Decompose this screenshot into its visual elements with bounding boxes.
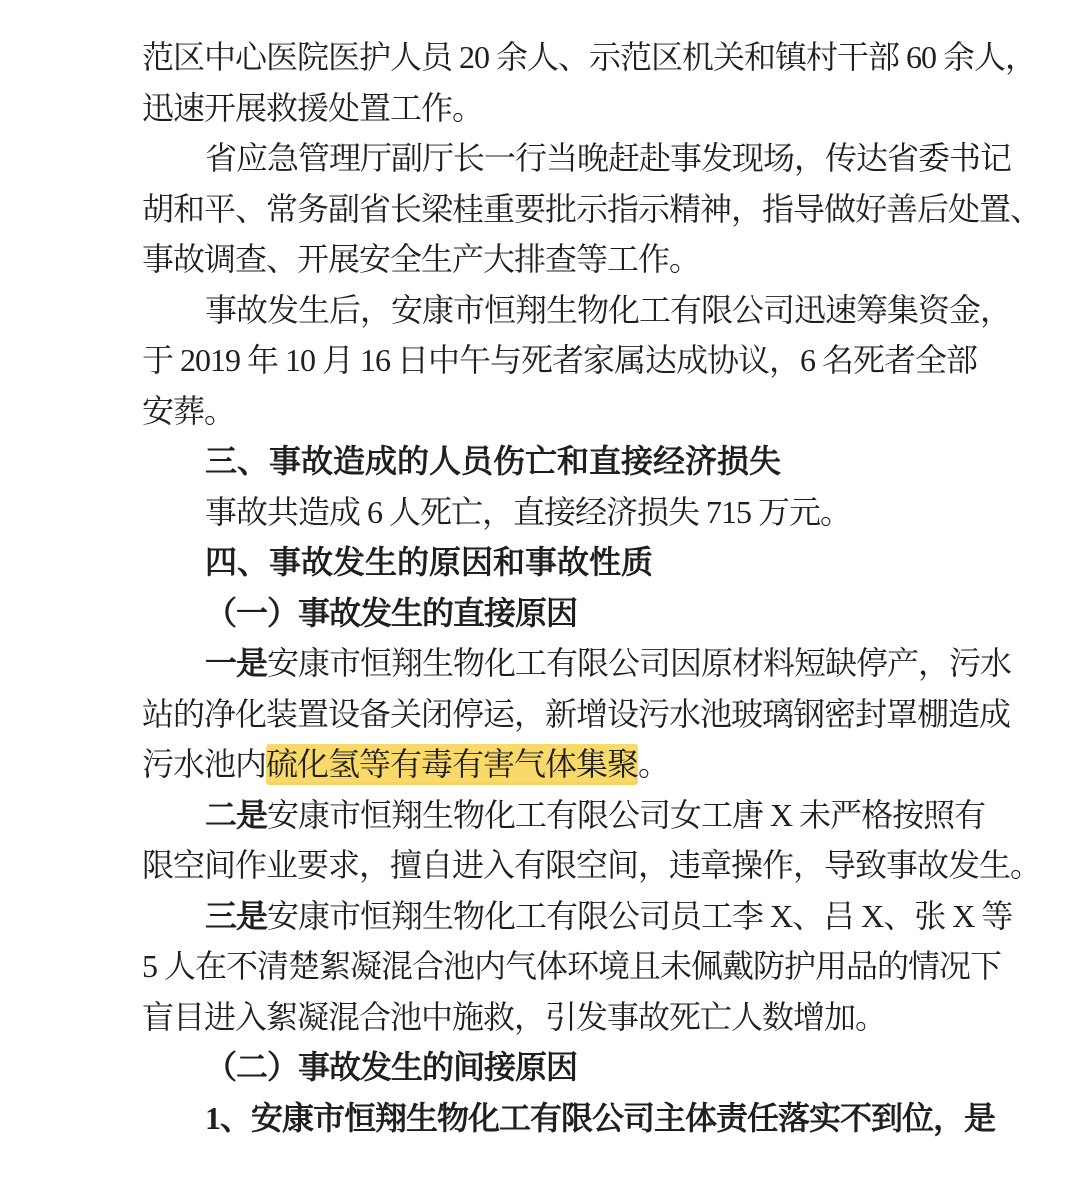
text-run: 事故调查、开展安全生产大排查等工作。 xyxy=(142,241,701,277)
text-line xyxy=(142,689,1011,740)
text-line xyxy=(142,790,986,841)
text-run: 于 2019 年 10 月 16 日中午与死者家属达成协议，6 名死者全部 xyxy=(142,342,978,378)
text-line xyxy=(142,638,1012,689)
bold-text-run: （一）事故发生的直接原因 xyxy=(205,594,578,631)
text-line xyxy=(142,487,970,538)
highlighted-text: 硫化氢等有毒有害气体集聚 xyxy=(266,746,639,782)
text-line xyxy=(142,83,970,134)
text-line xyxy=(142,386,970,437)
text-line xyxy=(142,133,1012,184)
text-run: 安康市恒翔生物化工有限公司女工唐 X 未严格按照有 xyxy=(267,796,986,833)
bold-text-run: 三、事故造成的人员伤亡和直接经济损失 xyxy=(205,443,782,479)
text-run: 污水池内 xyxy=(142,746,267,782)
text-line xyxy=(142,32,1037,83)
text-run: 省应急管理厅副厅长一行当晚赶赴事发现场，传达省委书记 xyxy=(205,140,1012,176)
text-line xyxy=(142,184,1042,235)
bold-text-run: 1、安康市恒翔生物化工有限公司主体责任落实不到位，是 xyxy=(205,1099,996,1136)
text-run: 。 xyxy=(638,746,670,782)
text-line xyxy=(142,234,970,285)
text-run: 胡和平、常务副省长梁桂重要批示指示精神，指导做好善后处置、 xyxy=(142,190,1042,227)
subsection-heading xyxy=(142,1093,996,1144)
text-run: 迅速开展救援处置工作。 xyxy=(142,89,484,126)
text-run: 盲目进入絮凝混合池中施救，引发事故死亡人数增加。 xyxy=(142,998,887,1035)
text-run: 事故发生后，安康市恒翔生物化工有限公司迅速筹集资金， xyxy=(205,291,1012,328)
text-run: 事故共造成 6 人死亡，直接经济损失 715 万元。 xyxy=(205,493,852,530)
text-line xyxy=(142,941,1002,992)
text-run: 安康市恒翔生物化工有限公司因原材料短缺停产，污水 xyxy=(267,645,1012,681)
section-heading xyxy=(142,537,970,588)
text-run: 安康市恒翔生物化工有限公司员工李 X、吕 X、张 X 等 xyxy=(267,897,1013,934)
text-line xyxy=(142,739,970,790)
text-line xyxy=(142,992,970,1043)
subsection-heading xyxy=(142,1042,970,1093)
text-line xyxy=(142,891,1013,942)
text-line xyxy=(142,285,1012,336)
text-run: 站的净化装置设备关闭停运，新增设污水池玻璃钢密封罩棚造成 xyxy=(142,695,1011,732)
text-run: 限空间作业要求，擅自进入有限空间，违章操作，导致事故发生。 xyxy=(142,847,1042,883)
bold-text-run: 二是 xyxy=(205,796,268,833)
bold-text-run: 四、事故发生的原因和事故性质 xyxy=(205,544,654,580)
text-line xyxy=(142,840,1042,891)
text-run: 范区中心医院医护人员 20 余人、示范区机关和镇村干部 60 余人， xyxy=(142,39,1037,75)
bold-text-run: 三是 xyxy=(205,897,268,934)
document-text-block xyxy=(142,32,1042,1143)
bold-text-run: 一是 xyxy=(205,645,268,681)
text-line xyxy=(142,335,978,386)
text-run: 5 人在不清楚絮凝混合池内气体环境且未佩戴防护用品的情况下 xyxy=(142,948,1002,984)
subsection-heading xyxy=(142,588,970,639)
bold-text-run: （二）事故发生的间接原因 xyxy=(205,1049,578,1085)
section-heading xyxy=(142,436,970,487)
text-run: 安葬。 xyxy=(142,392,236,429)
